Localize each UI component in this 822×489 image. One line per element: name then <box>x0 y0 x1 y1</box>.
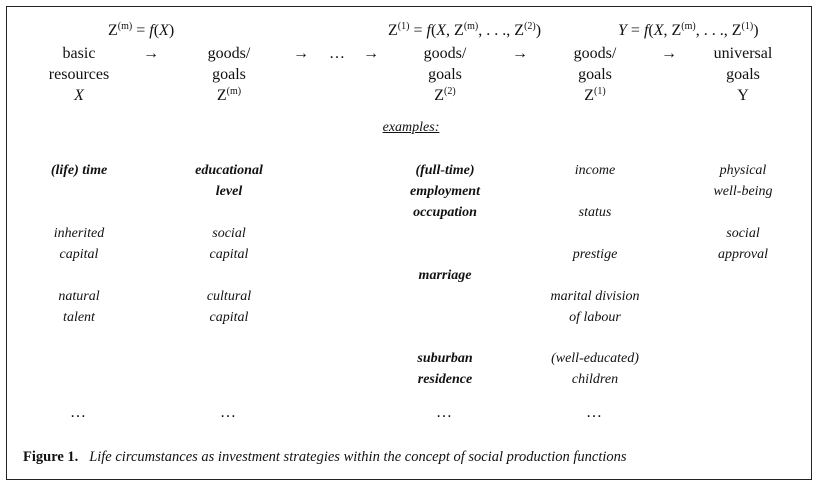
column-basic-resources: basic resources X <box>48 45 110 104</box>
continuation-ellipsis: … <box>586 404 604 421</box>
arrow-icon: → <box>363 45 379 62</box>
example-item: (well-educated) children <box>551 351 639 387</box>
arrow-icon: → <box>661 45 677 62</box>
column-goods-zm: goods/ goals $Z^{(m)}$ <box>207 45 251 104</box>
header-ellipsis: … <box>329 45 345 62</box>
arrow-icon: → <box>512 45 528 62</box>
caption-label: Figure 1. <box>23 449 79 465</box>
equation-zm: $Z^{(m)} = f(X)$ <box>108 21 175 39</box>
figure-caption <box>23 448 627 466</box>
column-goods-z2: goods/ goals $Z^{(2)}$ <box>423 45 467 104</box>
equation-z1: $Z^{(1)} = f(X$, $Z^{(m)}$, . . ., $Z^{(2)}$) <box>388 21 542 39</box>
continuation-ellipsis: … <box>220 404 238 421</box>
continuation-ellipsis: … <box>436 404 454 421</box>
example-item: social approval <box>717 226 769 262</box>
example-item: prestige <box>572 247 618 262</box>
example-item: income <box>574 163 616 178</box>
example-item: inherited capital <box>53 226 105 262</box>
example-item: (life) time <box>50 163 108 178</box>
arrow-icon: → <box>143 45 159 62</box>
example-item: marriage <box>418 268 472 283</box>
example-item: suburban residence <box>417 351 473 387</box>
example-item: status <box>578 205 612 220</box>
example-item: (full-time) employment occupation <box>410 163 480 220</box>
example-item: educational level <box>195 163 263 199</box>
arrow-icon: → <box>293 45 309 62</box>
example-item: natural talent <box>58 289 100 325</box>
example-item: marital division of labour <box>550 289 640 325</box>
figure-frame <box>6 6 812 480</box>
example-item: cultural capital <box>206 289 252 325</box>
examples-label: examples: <box>382 120 440 135</box>
column-universal-goals: universal goals Y <box>713 45 773 104</box>
equation-y: Y = f(X, $Z^{(m)}$, . . ., $Z^{(1)}$) <box>618 21 759 39</box>
continuation-ellipsis: … <box>70 404 88 421</box>
caption-text: Life circumstances as investment strategies within the concept of social production functions <box>89 449 627 465</box>
example-item: social capital <box>209 226 249 262</box>
column-goods-z1: goods/ goals $Z^{(1)}$ <box>573 45 617 104</box>
example-item: physical well-being <box>713 163 773 199</box>
